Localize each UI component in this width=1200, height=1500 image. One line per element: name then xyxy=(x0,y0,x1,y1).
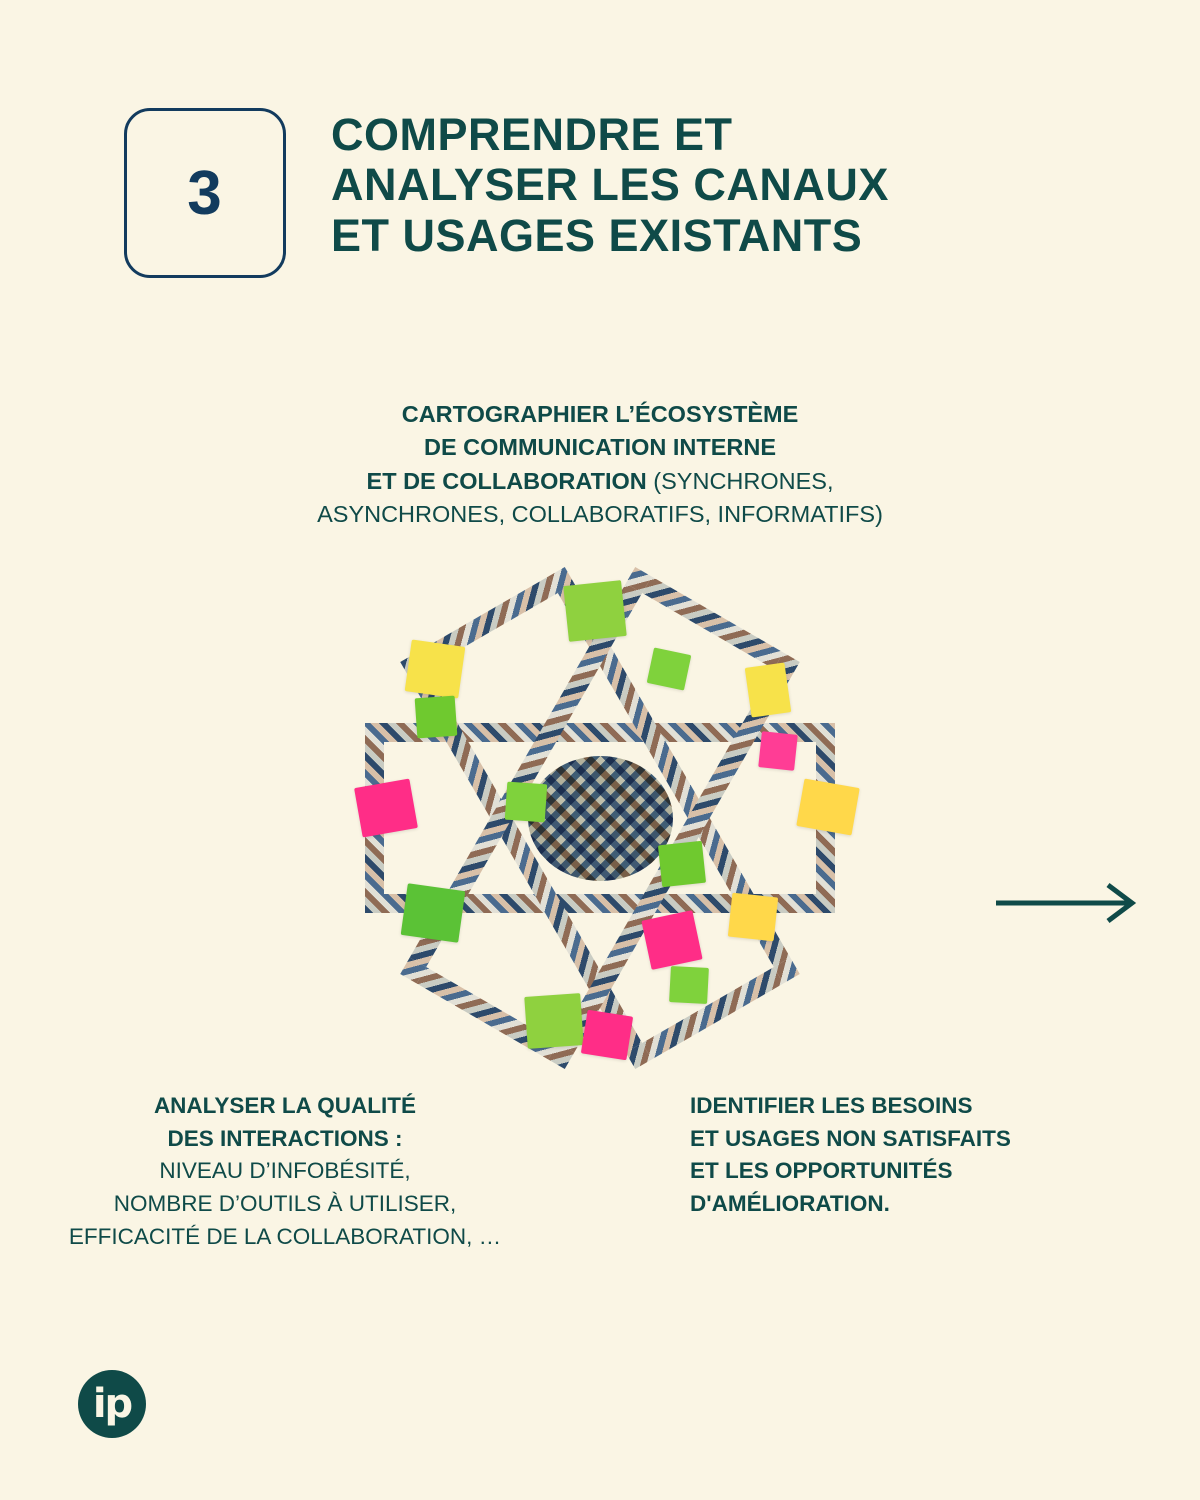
caption-top xyxy=(0,398,1200,531)
caption-top-line-3 xyxy=(0,465,1200,498)
sticky-note-green-bottom xyxy=(524,993,583,1049)
sticky-note-green-left-upper xyxy=(415,696,458,739)
sticky-note-pink-right xyxy=(758,731,798,771)
sticky-note-green-center-right xyxy=(658,841,706,887)
caption-left-bold-1: ANALYSER LA QUALITÉ xyxy=(153,1093,417,1118)
caption-left-bold-2: DES INTERACTIONS : xyxy=(167,1125,403,1151)
caption-top-line-2: DE COMMUNICATION INTERNE xyxy=(423,434,777,461)
next-arrow-icon[interactable] xyxy=(992,880,1142,926)
atom-graphic xyxy=(330,565,870,1070)
caption-right-line-4: D'AMÉLIORATION. xyxy=(690,1190,890,1216)
sticky-note-yellow-right xyxy=(796,779,859,836)
page-title-line-2: ANALYSER LES CANAUX xyxy=(331,159,889,211)
caption-top-line-4: ASYNCHRONES, COLLABORATIFS, INFORMATIFS) xyxy=(317,501,883,528)
atom-illustration xyxy=(330,565,870,1070)
sticky-note-yellow-right-upper xyxy=(745,662,792,717)
brand-logo xyxy=(78,1370,146,1438)
caption-left-line-2: NOMBRE D’OUTILS À UTILISER, xyxy=(113,1190,457,1216)
sticky-note-pink-left xyxy=(354,779,418,838)
sticky-note-green-lower xyxy=(669,966,709,1004)
sticky-note-yellow-topleft xyxy=(405,639,466,698)
caption-top-line-3-normal: (SYNCHRONES, xyxy=(653,467,834,494)
sticky-note-green-bottomleft xyxy=(401,883,466,943)
sticky-note-green-center-left xyxy=(505,782,548,823)
step-number-badge xyxy=(124,108,286,278)
caption-top-line-3-bold: ET DE COLLABORATION xyxy=(366,467,654,494)
logo-mark: ip xyxy=(92,1381,132,1427)
sticky-note-pink-bottomright xyxy=(641,910,702,970)
sticky-note-green-top xyxy=(563,580,627,642)
caption-bottom-left xyxy=(10,1090,560,1253)
sticky-note-pink-bottom xyxy=(581,1010,633,1061)
caption-right-line-1: IDENTIFIER LES BESOINS xyxy=(690,1093,973,1118)
caption-right-line-2: ET USAGES NON SATISFAITS xyxy=(690,1125,1011,1151)
caption-left-line-3: EFFICACITÉ DE LA COLLABORATION, … xyxy=(68,1223,502,1249)
step-number: 3 xyxy=(187,158,223,228)
caption-right-line-3: ET LES OPPORTUNITÉS xyxy=(690,1158,953,1184)
header xyxy=(124,108,889,278)
logo-circle xyxy=(78,1370,146,1438)
sticky-note-green-right-upper xyxy=(647,647,692,690)
caption-bottom-right xyxy=(690,1090,1130,1221)
caption-top-line-1: CARTOGRAPHIER L’ÉCOSYSTÈME xyxy=(401,401,799,427)
caption-left-line-1: NIVEAU D’INFOBÉSITÉ, xyxy=(159,1158,411,1184)
page-title-line-1: COMPRENDRE ET xyxy=(331,109,733,160)
atom-nucleus xyxy=(528,756,673,881)
page-title xyxy=(331,110,889,261)
sticky-note-yellow-bottomright xyxy=(728,893,778,942)
page-title-line-3: ET USAGES EXISTANTS xyxy=(331,209,863,261)
